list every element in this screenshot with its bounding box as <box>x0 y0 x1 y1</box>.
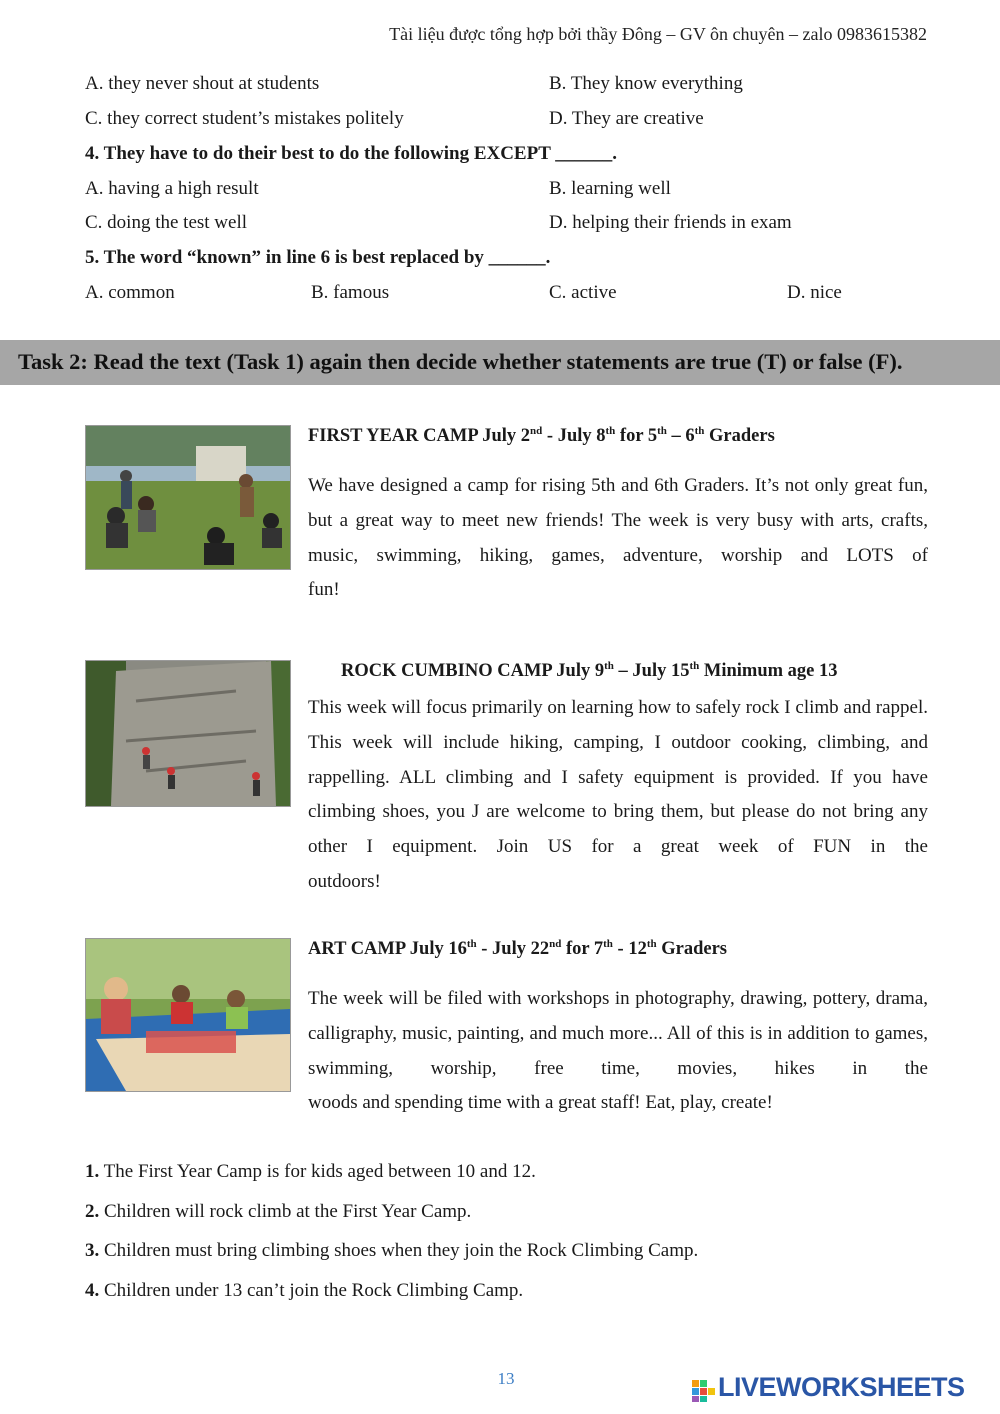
first-year-camp-title: FIRST YEAR CAMP July 2nd - July 8th for 5th – 6th Graders <box>308 424 775 446</box>
first-year-camp-description: We have designed a camp for rising 5th and 6th Graders. It’s not only great fun, but a great way to meet new friends! The week is very busy with arts, crafts, music, swimming, hiking, games, adventure, worship and LOTS of fun! <box>308 475 928 601</box>
q4-option-d: D. helping their friends in exam <box>549 212 792 233</box>
statement-item: 3. Children must bring climbing shoes when they join the Rock Climbing Camp. <box>85 1240 699 1261</box>
q5-option-c: C. active <box>549 282 617 303</box>
liveworksheets-wordmark: LIVEWORKSHEETS <box>718 1372 965 1402</box>
q3-option-a: A. they never shout at students <box>85 73 320 94</box>
q5-option-a: A. common <box>85 282 175 303</box>
statement-item: 1. The First Year Camp is for kids aged between 10 and 12. <box>85 1161 536 1182</box>
art-camp-title: ART CAMP July 16th - July 22nd for 7th - 12th Graders <box>308 937 728 959</box>
task2-title: Task 2: Read the text (Task 1) again then decide whether statements are true (T) or false (F). <box>18 349 903 374</box>
task2-banner <box>0 340 1000 385</box>
page-header: Tài liệu được tổng hợp bởi thầy Đông – GV ôn chuyên – zalo 0983615382 <box>389 24 927 44</box>
q3-option-d: D. They are creative <box>549 108 704 129</box>
q4-option-c: C. doing the test well <box>85 212 248 233</box>
q4-question: 4. They have to do their best to do the following EXCEPT ______. <box>85 143 618 164</box>
q5-question: 5. The word “known” in line 6 is best replaced by ______. <box>85 247 551 268</box>
rock-climbing-camp-title: ROCK CUMBINO CAMP July 9th – July 15th Minimum age 13 <box>341 659 838 681</box>
q3-option-b: B. They know everything <box>549 73 743 94</box>
q4-option-a: A. having a high result <box>85 178 259 199</box>
rock-climbing-camp-description: This week will focus primarily on learning how to safely rock I climb and rappel. This week will include hiking, camping, I outdoor cooking, climbing, and rappelling. ALL climbing and I safety equipment is provided. If you have climbing shoes, you J are welcome to bring them, but please do not bring any other I equipment. Join US for a great week of FUN in the outdoors! <box>308 697 928 892</box>
q5-option-d: D. nice <box>787 282 842 303</box>
art-camp-photo <box>85 938 291 1092</box>
first-year-camp-photo <box>85 425 291 570</box>
q5-option-b: B. famous <box>311 282 390 303</box>
q3-option-c: C. they correct student’s mistakes politely <box>85 108 404 129</box>
art-camp-description: The week will be filed with workshops in photography, drawing, pottery, drama, calligraphy, music, painting, and much more... All of this is in addition to games, swimming, worship, free time, movies, hikes in the woods and spending time with a great staff! Eat, play, create! <box>308 988 928 1114</box>
rock-climbing-camp-photo <box>85 660 291 807</box>
page-number: 13 <box>497 1369 515 1388</box>
liveworksheets-logo-icon <box>692 1380 716 1402</box>
statement-item: 4. Children under 13 can’t join the Rock Climbing Camp. <box>85 1280 524 1301</box>
statement-item: 2. Children will rock climb at the First Year Camp. <box>85 1201 472 1222</box>
liveworksheets-logo[interactable] <box>692 1374 992 1406</box>
q4-option-b: B. learning well <box>549 178 671 199</box>
